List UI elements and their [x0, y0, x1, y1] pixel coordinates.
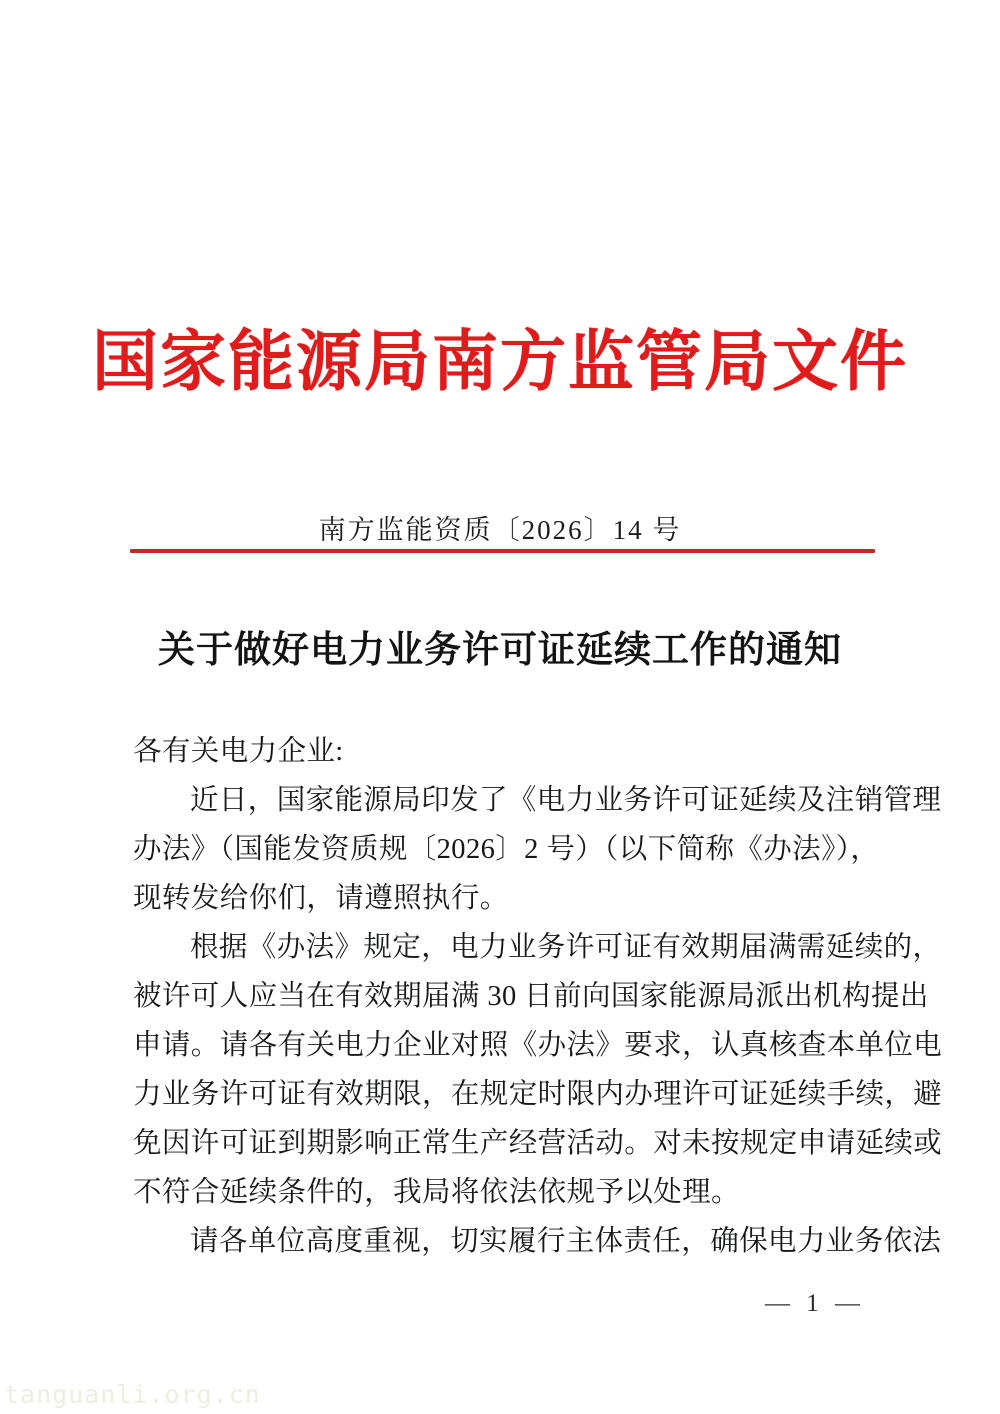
- site-watermark: tanguanli.org.cn: [4, 1380, 261, 1409]
- body-line: 申请。请各有关电力企业对照《办法》要求，认真核查本单位电: [133, 1030, 943, 1061]
- document-serial-number: 南方监能资质〔2026〕14 号: [318, 515, 682, 545]
- page-number: — 1 —: [765, 1290, 865, 1317]
- body-line: 近日，国家能源局印发了《电力业务许可证延续及注销管理: [190, 785, 942, 816]
- salutation: 各有关电力企业:: [133, 736, 344, 767]
- body-line: 现转发给你们，请遵照执行。: [133, 883, 509, 914]
- red-divider-rule: [130, 549, 875, 553]
- body-line: 免因许可证到期影响正常生产经营活动。对未按规定申请延续或: [133, 1128, 943, 1159]
- body-line: 请各单位高度重视，切实履行主体责任，确保电力业务依法: [190, 1226, 942, 1257]
- body-line: 被许可人应当在有效期届满 30 日前向国家能源局派出机构提出: [133, 981, 929, 1012]
- body-paragraph-lines: [133, 776, 943, 1266]
- document-heading: 关于做好电力业务许可证延续工作的通知: [158, 630, 842, 671]
- body-line: 不符合延续条件的，我局将依法依规予以处理。: [133, 1177, 740, 1208]
- body-line: 根据《办法》规定，电力业务许可证有效期届满需延续的，: [190, 932, 942, 963]
- body-line: 力业务许可证有效期限，在规定时限内办理许可证延续手续，避: [133, 1079, 943, 1110]
- body-line: 办法》（国能发资质规〔2026〕2 号）（以下简称《办法》），: [133, 834, 880, 865]
- masthead-title: 国家能源局南方监管局文件: [92, 326, 908, 399]
- document-body: [133, 727, 943, 1266]
